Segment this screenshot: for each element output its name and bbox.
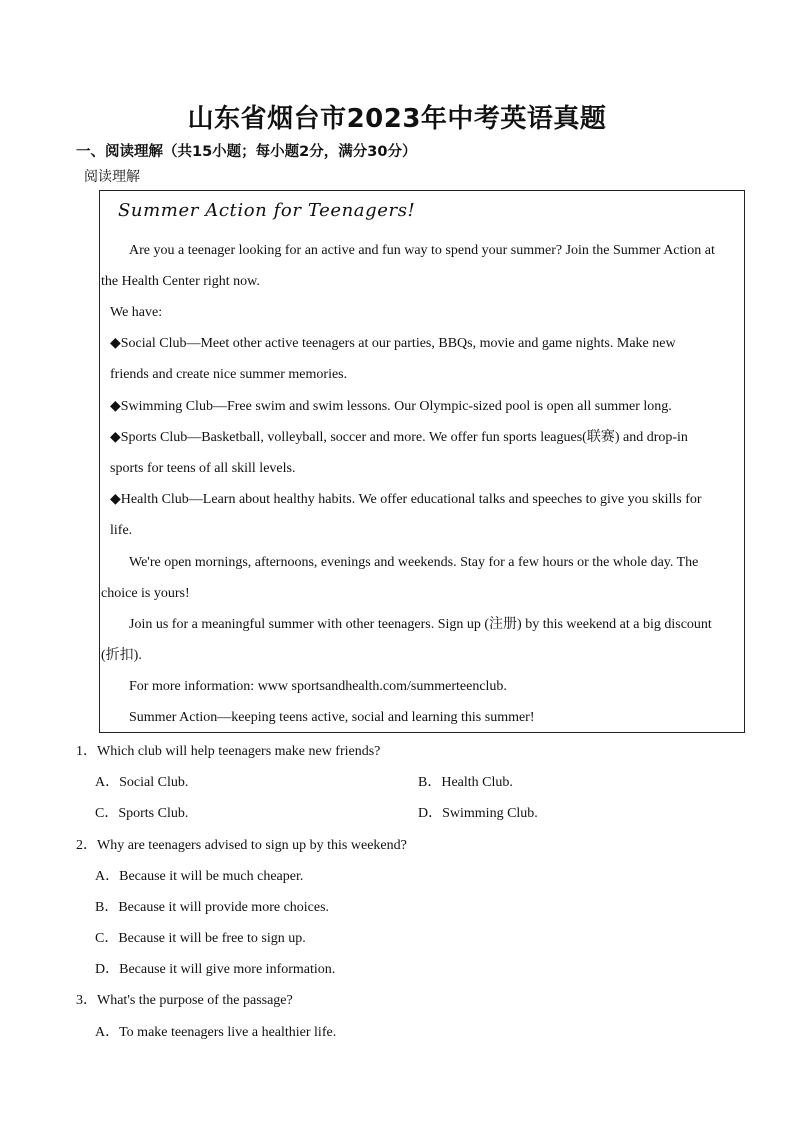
passage-line: ◆Social Club—Meet other active teenagers at our parties, BBQs, movie and game nights. Make new xyxy=(110,336,676,351)
section-heading: 一、阅读理解（共15小题；每小题2分，满分30分） xyxy=(76,144,417,160)
passage-line: For more information: www sportsandhealth.com/summerteenclub. xyxy=(129,679,507,694)
passage-line: Join us for a meaningful summer with other teenagers. Sign up (注册) by this weekend at a big discount xyxy=(129,617,712,632)
passage-line: Are you a teenager looking for an active and fun way to spend your summer? Join the Summer Action at xyxy=(129,243,715,258)
passage-line: choice is yours! xyxy=(101,586,190,601)
option: B．Health Club. xyxy=(418,775,513,790)
passage-line: We have: xyxy=(110,305,163,320)
passage-line: Summer Action—keeping teens active, social and learning this summer! xyxy=(129,710,535,725)
option: A．To make teenagers live a healthier life. xyxy=(95,1025,337,1040)
option: B．Because it will provide more choices. xyxy=(95,900,330,915)
option: D．Because it will give more information. xyxy=(95,962,336,977)
page-title: 山东省烟台市2023年中考英语真题 xyxy=(187,104,607,134)
passage-line: ◆Swimming Club—Free swim and swim lessons. Our Olympic-sized pool is open all summer long. xyxy=(110,399,672,414)
question-stem: 1．Which club will help teenagers make new friends? xyxy=(76,744,381,759)
passage-line: the Health Center right now. xyxy=(101,274,260,289)
option: C．Because it will be free to sign up. xyxy=(95,931,306,946)
option: C．Sports Club. xyxy=(95,806,189,821)
passage-line: ◆Health Club—Learn about healthy habits. We offer educational talks and speeches to give you skills for xyxy=(110,492,702,507)
passage-line: life. xyxy=(110,523,133,538)
option: A．Social Club. xyxy=(95,775,189,790)
option: D．Swimming Club. xyxy=(418,806,538,821)
subsection-heading: 阅读理解 xyxy=(84,170,140,185)
passage-line: friends and create nice summer memories. xyxy=(110,367,348,382)
question-stem: 3．What's the purpose of the passage? xyxy=(76,993,293,1008)
option: A．Because it will be much cheaper. xyxy=(95,869,304,884)
passage-line: We're open mornings, afternoons, evenings and weekends. Stay for a few hours or the whole day. The xyxy=(129,555,699,570)
passage-line: ◆Sports Club—Basketball, volleyball, soccer and more. We offer fun sports leagues(联赛) and drop-in xyxy=(110,430,688,445)
passage-line: sports for teens of all skill levels. xyxy=(110,461,296,476)
passage-line: (折扣). xyxy=(101,648,142,663)
passage-title: Summer Action for Teenagers! xyxy=(118,200,416,221)
question-stem: 2．Why are teenagers advised to sign up by this weekend? xyxy=(76,838,407,853)
